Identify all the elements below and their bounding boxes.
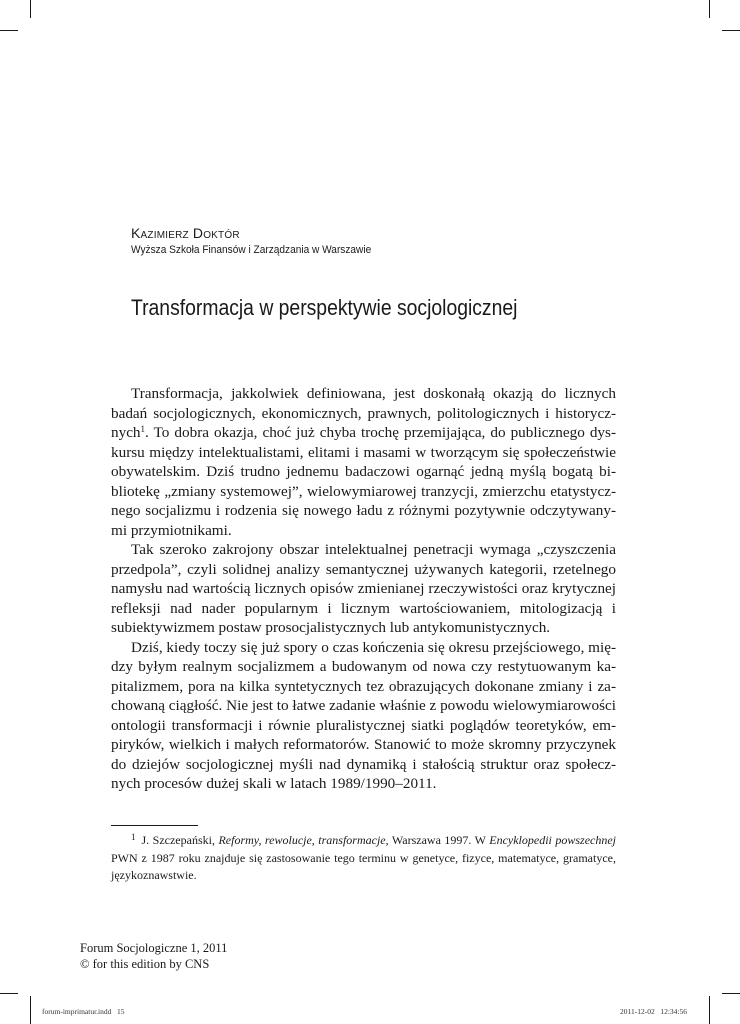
crop-mark-bottom-right-v bbox=[709, 996, 710, 1024]
paragraph-3: Dziś, kiedy toczy się już spory o czas kończenia się okresu przejściowego, między byłym realnym socjalizmem a budowanym od nowa czy restytuowanym kapitalizmem, pora na kilka syntetycznych tez obrazujących dokonane zmiany i zachowaną ciągłość. Nie jest to łatwe zadanie właśnie z powodu wielowymiarowości ontologii transformacji i równie pluralistycznej siatki poglądów teoretyków, empiryków, wielkich i małych reformatorów. Stanowić to może skromny przyczynek do dziejów socjologicznej myśli nad dynamiką i stałością struktur oraz społecznych procesów dużej skali w latach 1989/1990–2011. bbox=[111, 638, 616, 792]
footnote-number: 1 bbox=[131, 832, 136, 842]
paragraph-1 bbox=[111, 384, 616, 540]
footnote-text-e: PWN z 1987 roku znajduje się zastosowanie tego terminu w genetyce, fizyce, matematyce, gramatyce, językoznawstwie. bbox=[111, 851, 616, 882]
copyright-line: © for this edition by CNS bbox=[80, 957, 210, 971]
footnote-text-a: J. Szczepański, bbox=[141, 833, 219, 847]
footnote-book-title: Reformy, rewolucje, transformacje bbox=[218, 833, 386, 847]
crop-mark-bottom-left-h bbox=[0, 993, 18, 994]
footnote-encyclopedia-title: Encyklopedii powszechnej bbox=[489, 833, 617, 847]
author-name: Kazimierz Doktór bbox=[131, 225, 240, 241]
footnote-1 bbox=[111, 832, 616, 884]
article-body bbox=[111, 384, 616, 794]
paragraph-1-part-a: Transformacja, jakkolwiek definiowana, jest doskonałą okazją do licznych badań socjologicznych, ekonomicznych, prawnych, politologicznych i historycznych bbox=[111, 385, 616, 441]
article-title: Transformacja w perspektywie socjologicznej bbox=[131, 295, 518, 320]
crop-mark-bottom-left-v bbox=[30, 996, 31, 1024]
crop-mark-top-right-h bbox=[722, 30, 740, 31]
crop-mark-top-left-v bbox=[30, 0, 31, 18]
footnote-reference: 1 bbox=[140, 424, 146, 434]
crop-mark-top-right-v bbox=[709, 0, 710, 18]
paragraph-1-part-b: . To dobra okazja, choć już chyba trochę przemijająca, do publicznego dyskursu między intelektualistami, elitami i masami w tworzącym się społeczeństwie obywatelskim. Dziś trudno jednemu badaczowi ogarnąć jedną myślą bogatą bibliotekę „zmiany systemowej”, wielowymiarowej tranzycji, zmierzchu etatystycznego socjalizmu i rodzenia się nowego ładu z różnymi pozytywnie odczytywanymi przymiotnikami. bbox=[111, 424, 616, 539]
journal-name: Forum Socjologiczne 1, 2011 bbox=[80, 941, 228, 955]
footnote-separator bbox=[111, 825, 198, 826]
author-affiliation: Wyższa Szkoła Finansów i Zarządzania w Warszawie bbox=[131, 244, 372, 256]
slug-timestamp: 2011-12-02 12:34:56 bbox=[620, 1007, 688, 1016]
footnote-text-c: , Warszawa 1997. W bbox=[385, 833, 490, 847]
paragraph-2: Tak szeroko zakrojony obszar intelektualnej penetracji wymaga „czyszczenia przedpola”, czyli solidnej analizy semantycznej używanych kategorii, rzetelnego namysłu nad wartością licznych opisów zmienianej rzeczywistości oraz krytycznej refleksji nad nader popularnym i licznym wartościowaniem, mitologizacją i subiektywizmem postaw prosocjalistycznych lub antykomunistycznych. bbox=[111, 541, 616, 636]
author-block bbox=[131, 224, 392, 258]
crop-mark-top-left-h bbox=[0, 30, 18, 31]
slug-filename: forum-imprimatur.indd 15 bbox=[42, 1007, 125, 1016]
crop-mark-bottom-right-h bbox=[722, 993, 740, 994]
journal-info bbox=[80, 940, 227, 972]
